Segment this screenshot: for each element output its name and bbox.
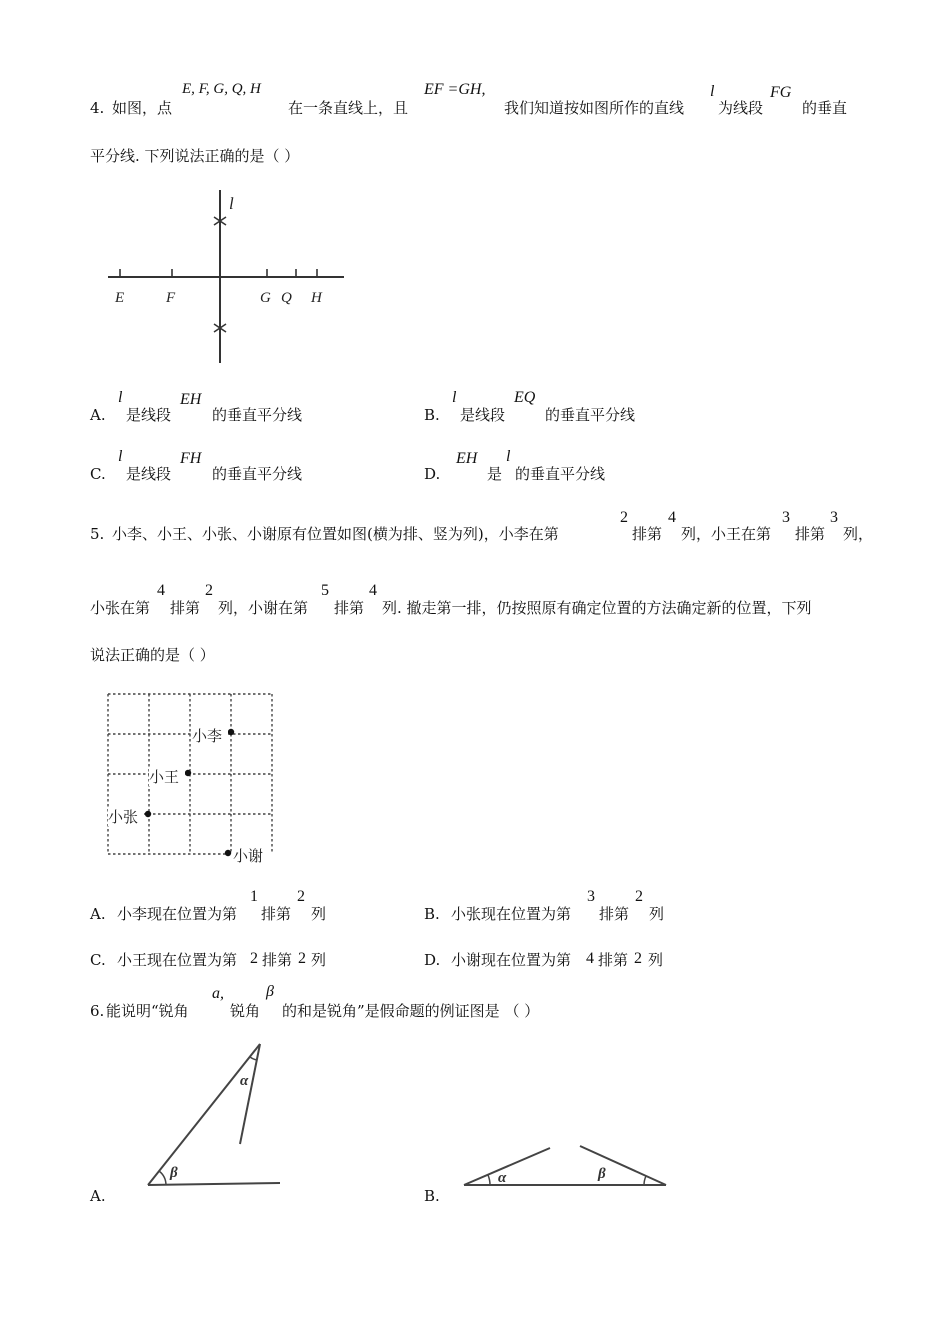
q4-option-b-var: l <box>452 389 457 406</box>
q6-b-angle-arc-beta <box>644 1176 646 1185</box>
q5-number: 5. <box>90 525 105 543</box>
q4-text-6: 平分线. 下列说法正确的是（ ） <box>90 147 300 165</box>
q4-fig-label-h: H <box>311 290 322 306</box>
q6-text-c: 的和是锐角”是假命题的例证图是 （ ） <box>282 1002 540 1020</box>
q5-option-c-text-c: 列 <box>311 951 327 969</box>
q5-line2-c: 列，小谢在第 <box>218 599 309 617</box>
q4-option-a-mid: 是线段 <box>126 406 172 424</box>
q5-line2-n4: 4 <box>369 582 377 599</box>
q4-equation-math: EF =GH, <box>424 81 486 98</box>
q5-option-b-text-b: 排第 <box>599 905 630 923</box>
q5-line1-c: 列，小王在第 <box>681 525 772 543</box>
q5-option-d-text-a: 小谢现在位置为第 <box>451 951 572 969</box>
q5-label-xiaozhang: 小张 <box>108 810 139 826</box>
q5-line1-b: 排第 <box>632 525 663 543</box>
q5-line1-e: 列， <box>843 525 874 543</box>
q5-line1-n1: 2 <box>620 509 628 526</box>
q5-label-xiaoli: 小李 <box>192 729 223 745</box>
q4-text-2: 在一条直线上，且 <box>288 99 409 117</box>
q4-option-d-mid: 是 <box>487 465 503 483</box>
q4-option-a-letter: A. <box>90 406 106 424</box>
q5-option-d-n2: 2 <box>634 950 642 967</box>
q6-text-a: 能说明“锐角 <box>106 1002 189 1020</box>
q6-option-a-figure <box>140 1038 290 1193</box>
q4-option-c-var: l <box>118 448 123 465</box>
q4-text-1: 如图，点 <box>112 99 173 117</box>
q5-option-d-letter: D. <box>424 951 441 969</box>
q5-option-a-n1: 1 <box>250 888 258 905</box>
q4-option-b-letter: B. <box>424 406 440 424</box>
q6-option-b-letter: B. <box>424 1187 440 1205</box>
q4-option-a-tail: 的垂直平分线 <box>212 406 303 424</box>
q6-a-label-beta: β <box>170 1165 178 1181</box>
q4-option-d-tail: 的垂直平分线 <box>515 465 606 483</box>
q5-option-c-text-b: 排第 <box>262 951 293 969</box>
q5-label-xiaowang: 小王 <box>149 770 180 786</box>
q5-option-a-letter: A. <box>90 905 106 923</box>
q5-line1-d: 排第 <box>795 525 826 543</box>
q4-option-d-letter: D. <box>424 465 441 483</box>
q4-option-c-mid: 是线段 <box>126 465 172 483</box>
q5-dot-xiaoxie <box>225 850 231 856</box>
q4-option-b-tail: 的垂直平分线 <box>545 406 636 424</box>
q5-line1-n2: 4 <box>668 509 676 526</box>
q4-figure <box>100 185 360 370</box>
q5-line2-b: 排第 <box>170 599 201 617</box>
q5-dot-xiaoli <box>228 729 234 735</box>
q4-line-var: l <box>710 83 715 100</box>
q5-option-c-letter: C. <box>90 951 106 969</box>
q5-line2-e: 列. 撤走第一排，仍按照原有确定位置的方法确定新的位置，下列 <box>382 599 812 617</box>
q5-option-a-n2: 2 <box>297 888 305 905</box>
q4-fig-label-e: E <box>115 290 125 306</box>
q4-option-a-seg: EH <box>180 391 202 408</box>
q5-option-c-text-a: 小王现在位置为第 <box>117 951 238 969</box>
q4-option-c-tail: 的垂直平分线 <box>212 465 303 483</box>
q5-line2-d: 排第 <box>334 599 365 617</box>
q4-option-d-var: EH <box>456 450 478 467</box>
q5-line1-a: 小李、小王、小张、小谢原有位置如图(横为排、竖为列)，小李在第 <box>112 525 559 543</box>
q5-option-a-text-c: 列 <box>311 905 327 923</box>
q6-option-a-letter: A. <box>90 1187 106 1205</box>
q6-b-label-alpha: α <box>498 1170 507 1186</box>
q4-fig-label-g: G <box>260 290 271 306</box>
q6-alpha-math: a, <box>212 985 224 1002</box>
q4-ticks <box>120 269 317 277</box>
q5-option-c-n1: 2 <box>250 950 258 967</box>
q5-line1-n4: 3 <box>830 509 838 526</box>
q5-option-b-letter: B. <box>424 905 440 923</box>
q4-segment-math: FG <box>770 84 792 101</box>
q4-fig-label-l: l <box>229 194 234 213</box>
q5-option-b-n2: 2 <box>635 888 643 905</box>
q5-line2-n2: 2 <box>205 582 213 599</box>
q4-text-4: 为线段 <box>718 99 764 117</box>
q5-option-b-text-c: 列 <box>649 905 665 923</box>
q5-line2-n1: 4 <box>157 582 165 599</box>
q5-dot-xiaowang <box>185 770 191 776</box>
q5-option-b-n1: 3 <box>587 888 595 905</box>
q6-text-b: 锐角 <box>230 1002 261 1020</box>
q5-dot-xiaozhang <box>145 811 151 817</box>
q4-number: 4. <box>90 99 105 117</box>
q5-option-d-n1: 4 <box>586 950 594 967</box>
q4-option-c-seg: FH <box>180 450 202 467</box>
q5-option-d-text-c: 列 <box>648 951 664 969</box>
q6-b-label-beta: β <box>598 1166 606 1182</box>
q5-option-d-text-b: 排第 <box>598 951 629 969</box>
q6-a-angle-arc-beta <box>159 1171 166 1185</box>
q4-option-b-mid: 是线段 <box>460 406 506 424</box>
q4-option-d-seg: l <box>506 448 511 465</box>
q6-number: 6. <box>90 1002 105 1020</box>
q5-option-a-text-a: 小李现在位置为第 <box>117 905 238 923</box>
q6-a-angle-arc-alpha <box>250 1057 257 1060</box>
q4-points-math: E, F, G, Q, H <box>182 81 261 97</box>
q4-fig-label-q: Q <box>281 290 292 306</box>
q5-option-c-n2: 2 <box>298 950 306 967</box>
q5-label-xiaoxie: 小谢 <box>233 849 264 865</box>
q6-option-b-figure <box>460 1140 675 1195</box>
q4-text-5: 的垂直 <box>802 99 848 117</box>
q4-text-3: 我们知道按如图所作的直线 <box>504 99 685 117</box>
q5-line2-a: 小张在第 <box>90 599 151 617</box>
q4-option-c-letter: C. <box>90 465 106 483</box>
q4-option-a-var: l <box>118 389 123 406</box>
q6-a-label-alpha: α <box>240 1073 249 1089</box>
q5-option-a-text-b: 排第 <box>261 905 292 923</box>
q5-seat-grid-figure <box>100 688 280 863</box>
q5-option-b-text-a: 小张现在位置为第 <box>451 905 572 923</box>
q5-line3: 说法正确的是（ ） <box>90 646 215 664</box>
q5-line2-n3: 5 <box>321 582 329 599</box>
q4-option-b-seg: EQ <box>514 389 536 406</box>
q6-b-angle-arc-alpha <box>488 1175 490 1185</box>
q4-fig-label-f: F <box>166 290 176 306</box>
q5-line1-n3: 3 <box>782 509 790 526</box>
q6-beta-math: β <box>266 983 274 1000</box>
